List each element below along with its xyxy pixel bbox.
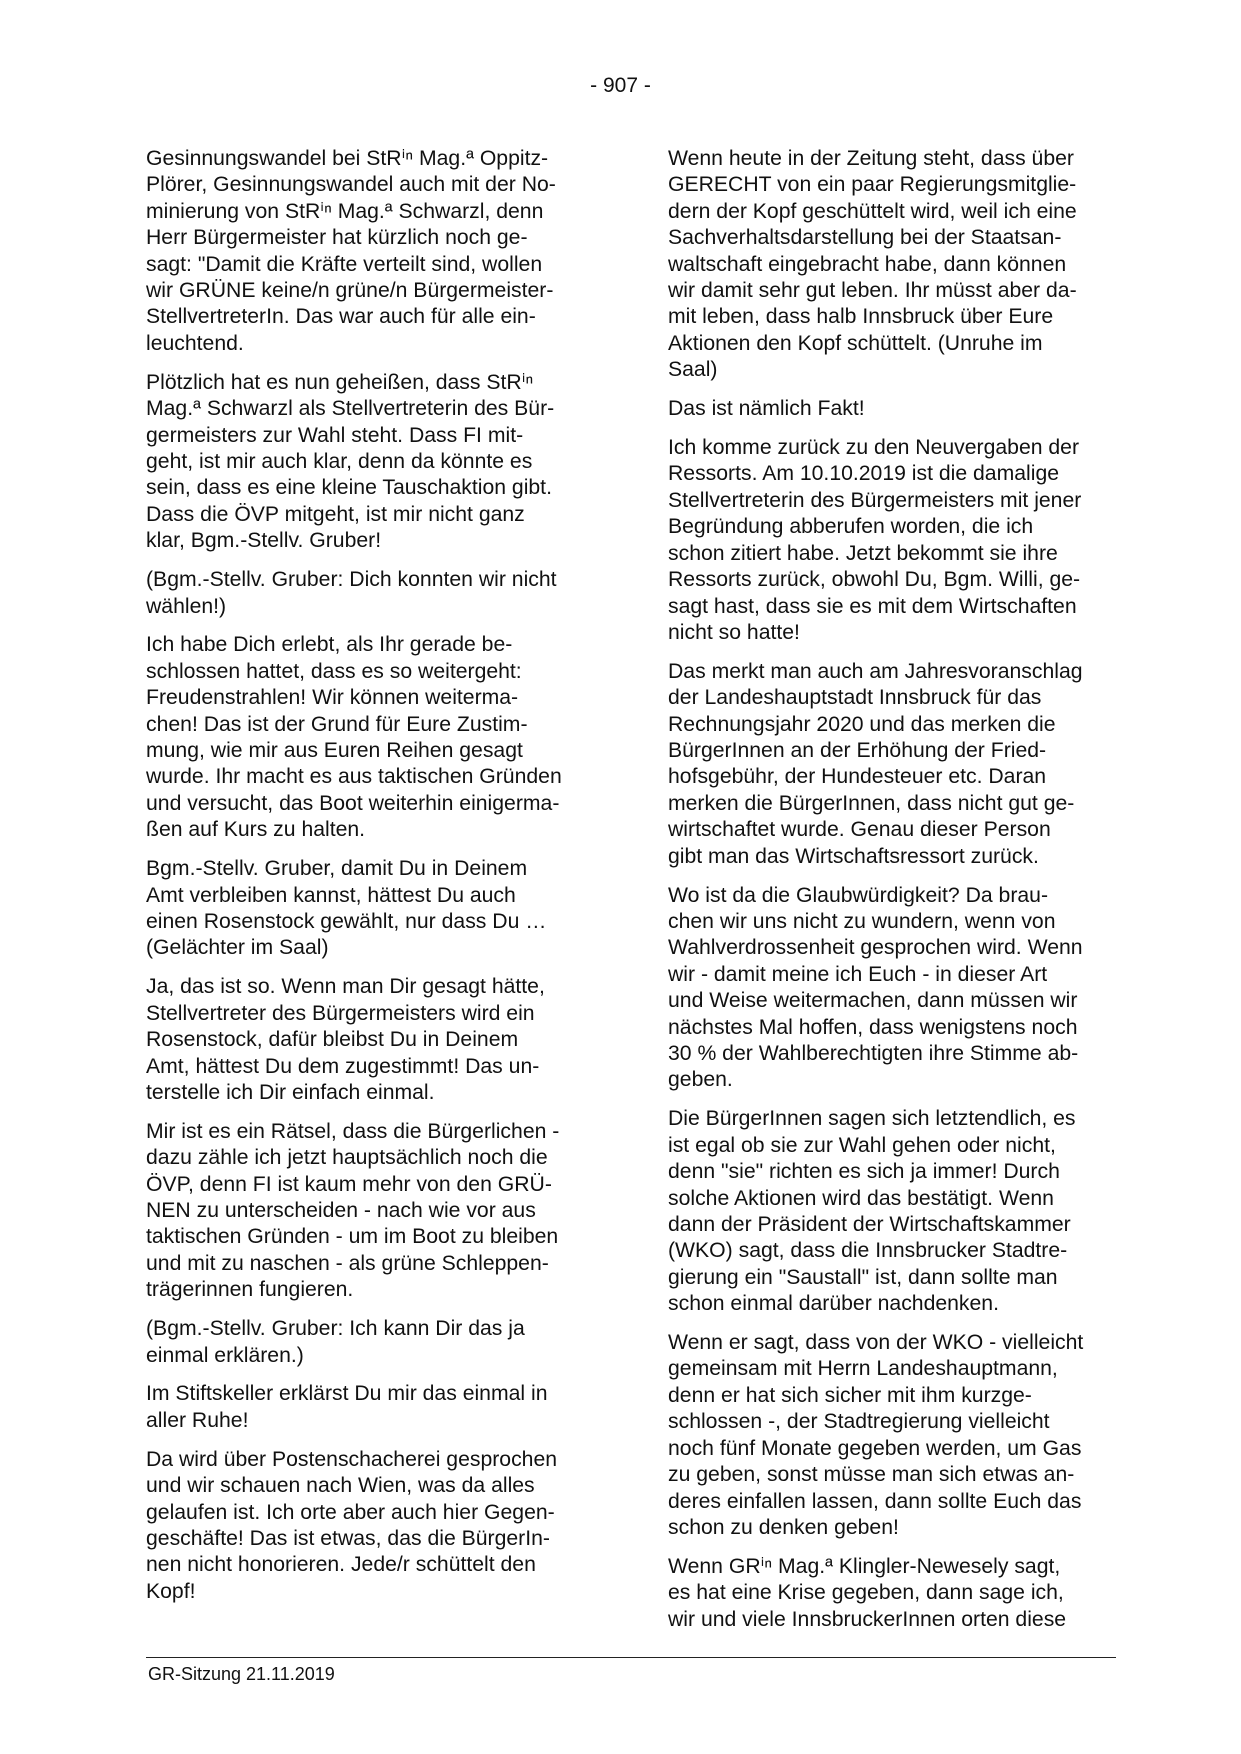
paragraph: Im Stiftskeller erklärst Du mir das einmal in aller Ruhe!	[146, 1382, 548, 1432]
paragraph: Bgm.-Stellv. Gruber, damit Du in Deinem Amt verbleiben kannst, hättest Du auch einen Rosenstock gewählt, nur dass Du … (Gelächter im Saal)	[146, 857, 547, 960]
footer-session-date: GR-Sitzung 21.11.2019	[148, 1664, 335, 1684]
paragraph: Das ist nämlich Fakt!	[668, 397, 865, 421]
page-number: - 907 -	[590, 74, 651, 97]
paragraph: Plötzlich hat es nun geheißen, dass StRⁱⁿ Mag.ª Schwarzl als Stellvertreterin des Bür- germeisters zur Wahl steht. Dass FI mit- geht, ist mir auch klar, denn da könnte es sein, dass es eine kleine Tauschaktion gibt. Dass die ÖVP mitgeht, ist mir nicht ganz klar, Bgm.-Stellv. Gruber!	[146, 370, 555, 553]
paragraph: Die BürgerInnen sagen sich letztendlich, es ist egal ob sie zur Wahl gehen oder nicht, denn "sie" richten es sich ja immer! Durch solche Aktionen wird das bestätigt. Wenn dann der Präsident der Wirtschaftskammer (WKO) sagt, dass die Innsbrucker Stadtre- gierung ein "Saustall" ist, dann sollte man schon einmal darüber nachdenken.	[668, 1107, 1076, 1316]
footer-divider	[146, 1657, 1116, 1658]
paragraph: Wenn er sagt, dass von der WKO - vielleicht gemeinsam mit Herrn Landeshauptmann, denn er hat sich sicher mit ihm kurzge- schlossen -, der Stadtregierung vielleicht noch fünf Monate gegeben werden, um Gas zu geben, sonst müsse man sich etwas an- deres einfallen lassen, dann sollte Euch das schon zu denken geben!	[668, 1331, 1084, 1539]
paragraph: (Bgm.-Stellv. Gruber: Ich kann Dir das ja einmal erklären.)	[146, 1317, 525, 1367]
paragraph: (Bgm.-Stellv. Gruber: Dich konnten wir nicht wählen!)	[146, 568, 557, 618]
paragraph: Wenn GRⁱⁿ Mag.ª Klingler-Newesely sagt, es hat eine Krise gegeben, dann sage ich, wir und viele InnsbruckerInnen orten diese	[668, 1554, 1067, 1631]
paragraph: Gesinnungswandel bei StRⁱⁿ Mag.ª Oppitz- Plörer, Gesinnungswandel auch mit der No- minierung von StRⁱⁿ Mag.ª Schwarzl, denn Herr Bürgermeister hat kürzlich noch ge- sagt: "Damit die Kräfte verteilt sind, wollen wir GRÜNE keine/n grüne/n Bürgermeister- StellvertreterIn. Das war auch für alle ein- leuchtend.	[146, 147, 556, 355]
paragraph: Ich komme zurück zu den Neuvergaben der Ressorts. Am 10.10.2019 ist die damalige Stellvertreterin des Bürgermeisters mit jener Begründung abberufen worden, die ich schon zitiert habe. Jetzt bekommt sie ihre Ressorts zurück, obwohl Du, Bgm. Willi, ge- sagt hast, dass sie es mit dem Wirtschaften nicht so hatte!	[668, 436, 1082, 644]
paragraph: Das merkt man auch am Jahresvoranschlag der Landeshauptstadt Innsbruck für das Rechnungsjahr 2020 und das merken die BürgerInnen an der Erhöhung der Fried- hofsgebühr, der Hundesteuer etc. Daran merken die BürgerInnen, dass nicht gut ge- wirtschaftet wurde. Genau dieser Person gibt man das Wirtschaftsressort zurück.	[668, 659, 1083, 868]
paragraph: Mir ist es ein Rätsel, dass die Bürgerlichen - dazu zähle ich jetzt hauptsächlich noch die ÖVP, denn FI ist kaum mehr von den GRÜ- NEN zu unterscheiden - nach wie vor aus taktischen Gründen - um im Boot zu bleiben und mit zu naschen - als grüne Schleppen- trägerinnen fungieren.	[146, 1119, 560, 1302]
left-column	[146, 146, 592, 1618]
paragraph: Wenn heute in der Zeitung steht, dass über GERECHT von ein paar Regierungsmitglie- dern der Kopf geschüttelt wird, weil ich eine Sachverhaltsdarstellung bei der Staatsan- waltschaft eingebracht habe, dann können wir damit sehr gut leben. Ihr müsst aber da- mit leben, dass halb Innsbruck über Eure Aktionen den Kopf schüttelt. (Unruhe im Saal)	[668, 147, 1077, 382]
paragraph: Ich habe Dich erlebt, als Ihr gerade be- schlossen hattet, dass es so weitergeht: Freudenstrahlen! Wir können weiterma- chen! Das ist der Grund für Eure Zustim- mung, wie mir aus Euren Reihen gesagt wurde. Ihr macht es aus taktischen Gründen und versucht, das Boot weiterhin einigerma- ßen auf Kurs zu halten.	[146, 633, 562, 842]
paragraph: Wo ist da die Glaubwürdigkeit? Da brau- chen wir uns nicht zu wundern, wenn von Wahlverdrossenheit gesprochen wird. Wenn wir - damit meine ich Euch - in dieser Art und Weise weitermachen, dann müssen wir nächstes Mal hoffen, dass wenigstens noch 30 % der Wahlberechtigten ihre Stimme ab- geben.	[668, 883, 1083, 1092]
paragraph: Da wird über Postenschacherei gesprochen und wir schauen nach Wien, was da alles gelaufen ist. Ich orte aber auch hier Gegen- geschäfte! Das ist etwas, das die BürgerIn- nen nicht honorieren. Jede/r schüttelt den Kopf!	[146, 1447, 558, 1603]
paragraph: Ja, das ist so. Wenn man Dir gesagt hätte, Stellvertreter des Bürgermeisters wird ein Rosenstock, dafür bleibst Du in Deinem Amt, hättest Du dem zugestimmt! Das un- terstelle ich Dir einfach einmal.	[146, 975, 545, 1104]
right-column	[668, 146, 1116, 1646]
